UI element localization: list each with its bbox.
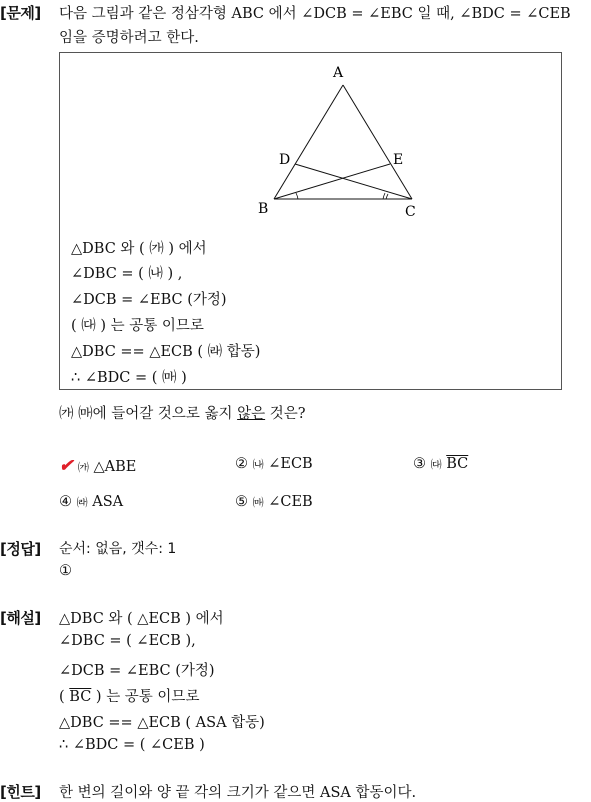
- proof-line-5: △DBC == △ECB ( ㈑ 합동): [71, 344, 261, 360]
- explanation-line-1: △DBC 와 ( △ECB ) 에서: [59, 611, 224, 627]
- explanation-line-2: ∠DBC = ( ∠ECB ),: [59, 633, 196, 649]
- explanation-line-3: ∠DCB = ∠EBC (가정): [59, 663, 215, 679]
- check-icon: ✔: [59, 456, 74, 476]
- proof-line-3: ∠DCB = ∠EBC (가정): [71, 292, 227, 308]
- choice-5-mark: ⑤: [235, 494, 248, 510]
- proof-line-4: ( ㈐ ) 는 공통 이므로: [71, 318, 204, 334]
- point-label-d: D: [279, 152, 291, 168]
- choice-3-tag: ㈐: [430, 458, 442, 471]
- explanation-common-prefix: (: [59, 689, 70, 705]
- choice-3[interactable]: [413, 456, 468, 472]
- choice-2-mark: ②: [235, 456, 248, 472]
- explanation-line-6: ∴ ∠BDC = ( ∠CEB ): [59, 737, 205, 753]
- question-suffix: 것은?: [265, 406, 306, 422]
- point-label-a: A: [333, 65, 344, 81]
- explanation-line-4: [59, 685, 199, 706]
- explanation-common-segment: $\overline{BC}$: [69, 689, 92, 705]
- choice-1-tag: ㈎: [77, 461, 89, 474]
- choice-1[interactable]: [59, 456, 136, 476]
- choice-5-tag: ㈒: [252, 496, 264, 509]
- answer-meta: 순서: 없음, 갯수: 1: [59, 541, 177, 557]
- answer-label: [정답]: [0, 540, 41, 558]
- explanation-common-suffix: ) 는 공통 이므로: [91, 689, 200, 705]
- figure-box: [59, 52, 562, 390]
- problem-text-line1: 다음 그림과 같은 정삼각형 ABC 에서 ∠DCB = ∠EBC 일 때, ∠BDC = ∠CEB: [59, 6, 571, 22]
- proof-line-2: ∠DBC = ( ㈏ ) ,: [71, 266, 183, 282]
- point-label-b: B: [258, 201, 269, 217]
- choice-1-text: △ABE: [93, 459, 137, 475]
- proof-line-1: △DBC 와 ( ㈎ ) 에서: [71, 241, 207, 257]
- choice-3-text: $\overline{BC}$: [446, 456, 469, 472]
- choice-4-tag: ㈑: [76, 496, 88, 509]
- explanation-line-5: △DBC == △ECB ( ASA 합동): [59, 715, 265, 731]
- explanation-label: [해설]: [0, 609, 41, 627]
- answer-value: ①: [59, 563, 72, 579]
- choice-5-text: ∠CEB: [268, 494, 313, 510]
- question-prefix: ㈎ ㈒에 들어갈 것으로 옳지: [59, 406, 238, 422]
- question-text: [59, 402, 306, 423]
- proof-line-6: ∴ ∠BDC = ( ㈒ ): [71, 370, 187, 386]
- question-emphasis: 않은: [237, 406, 266, 422]
- choice-2-text: ∠ECB: [268, 456, 313, 472]
- choice-2-tag: ㈏: [252, 458, 264, 471]
- point-label-e: E: [393, 152, 404, 168]
- point-label-c: C: [405, 204, 416, 220]
- hint-label: [힌트]: [0, 783, 41, 801]
- problem-label: [문제]: [0, 4, 41, 22]
- choice-4-mark: ④: [59, 494, 72, 510]
- choice-2[interactable]: [235, 456, 313, 472]
- problem-text-line2: 임을 증명하려고 한다.: [59, 30, 199, 46]
- choice-4-text: ASA: [92, 494, 124, 510]
- hint-text: 한 변의 길이와 양 끝 각의 크기가 같으면 ASA 합동이다.: [59, 785, 417, 801]
- choice-3-mark: ③: [413, 456, 426, 472]
- choice-4[interactable]: [59, 494, 123, 510]
- choice-5[interactable]: [235, 494, 313, 510]
- triangle-diagram: [60, 53, 561, 253]
